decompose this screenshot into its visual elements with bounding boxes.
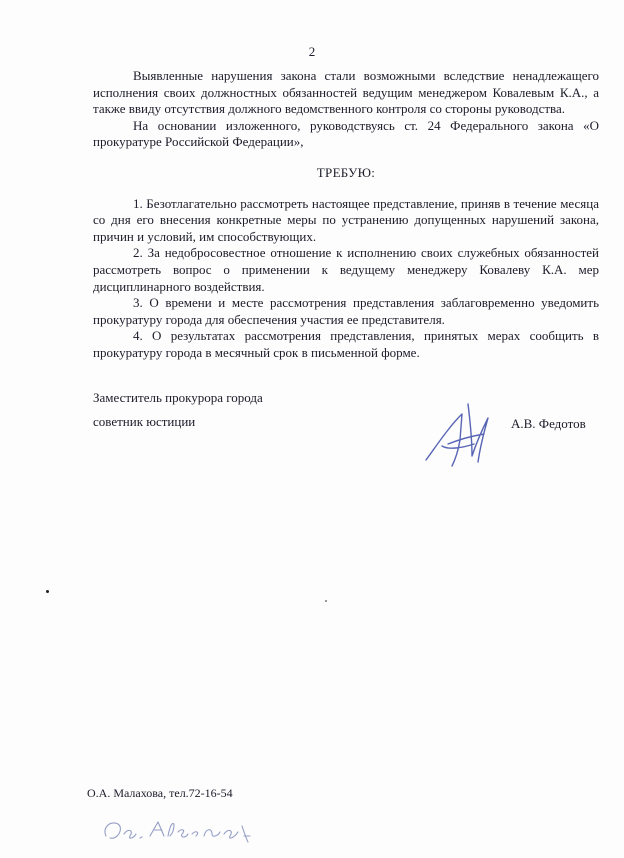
signer-position-line-2: советник юстиции bbox=[93, 414, 196, 429]
paragraph-violations: Выявленные нарушения закона стали возможными вследствие ненадлежащего исполнения своих должностных обязанностей ведущим менеджером Ковалевым К.А., а также ввиду отсутствия должного ведомственного контроля со стороны руководства. bbox=[93, 68, 599, 117]
scan-speck bbox=[325, 600, 327, 602]
executor-contact: О.А. Малахова, тел.72-16-54 bbox=[87, 786, 233, 800]
paragraph-legal-basis: На основании изложенного, руководствуясь ст. 24 Федерального закона «О прокуратуре Российской Федерации», bbox=[93, 117, 599, 150]
handwritten-note bbox=[100, 812, 260, 848]
demand-item-4: 4. О результатах рассмотрения представления, принятых мерах сообщить в прокуратуру города в месячный срок в письменной форме. bbox=[93, 328, 599, 360]
demand-item-2: 2. За недобросовестное отношение к исполнению своих служебных обязанностей рассмотреть вопрос о применении к ведущему менеджеру Ковалеву К.А. мер дисциплинарного воздействия. bbox=[93, 245, 599, 294]
document-body bbox=[93, 68, 599, 362]
demand-item-1: 1. Безотлагательно рассмотреть настоящее представление, приняв в течение месяца со дня его внесения конкретные меры по устранению допущенных нарушений закона, причин и условий, им способствующих. bbox=[93, 195, 599, 244]
handwritten-signature bbox=[418, 400, 496, 472]
demand-heading: ТРЕБУЮ: bbox=[316, 164, 376, 180]
signer-name: А.В. Федотов bbox=[511, 416, 586, 431]
demand-item-3: 3. О времени и месте рассмотрения представления заблаговременно уведомить прокуратуру города для обеспечения участия ее представителя. bbox=[93, 295, 599, 327]
page-number: 2 bbox=[308, 44, 316, 59]
signer-position-line-1: Заместитель прокурора города bbox=[93, 390, 263, 405]
scan-speck bbox=[46, 590, 49, 593]
